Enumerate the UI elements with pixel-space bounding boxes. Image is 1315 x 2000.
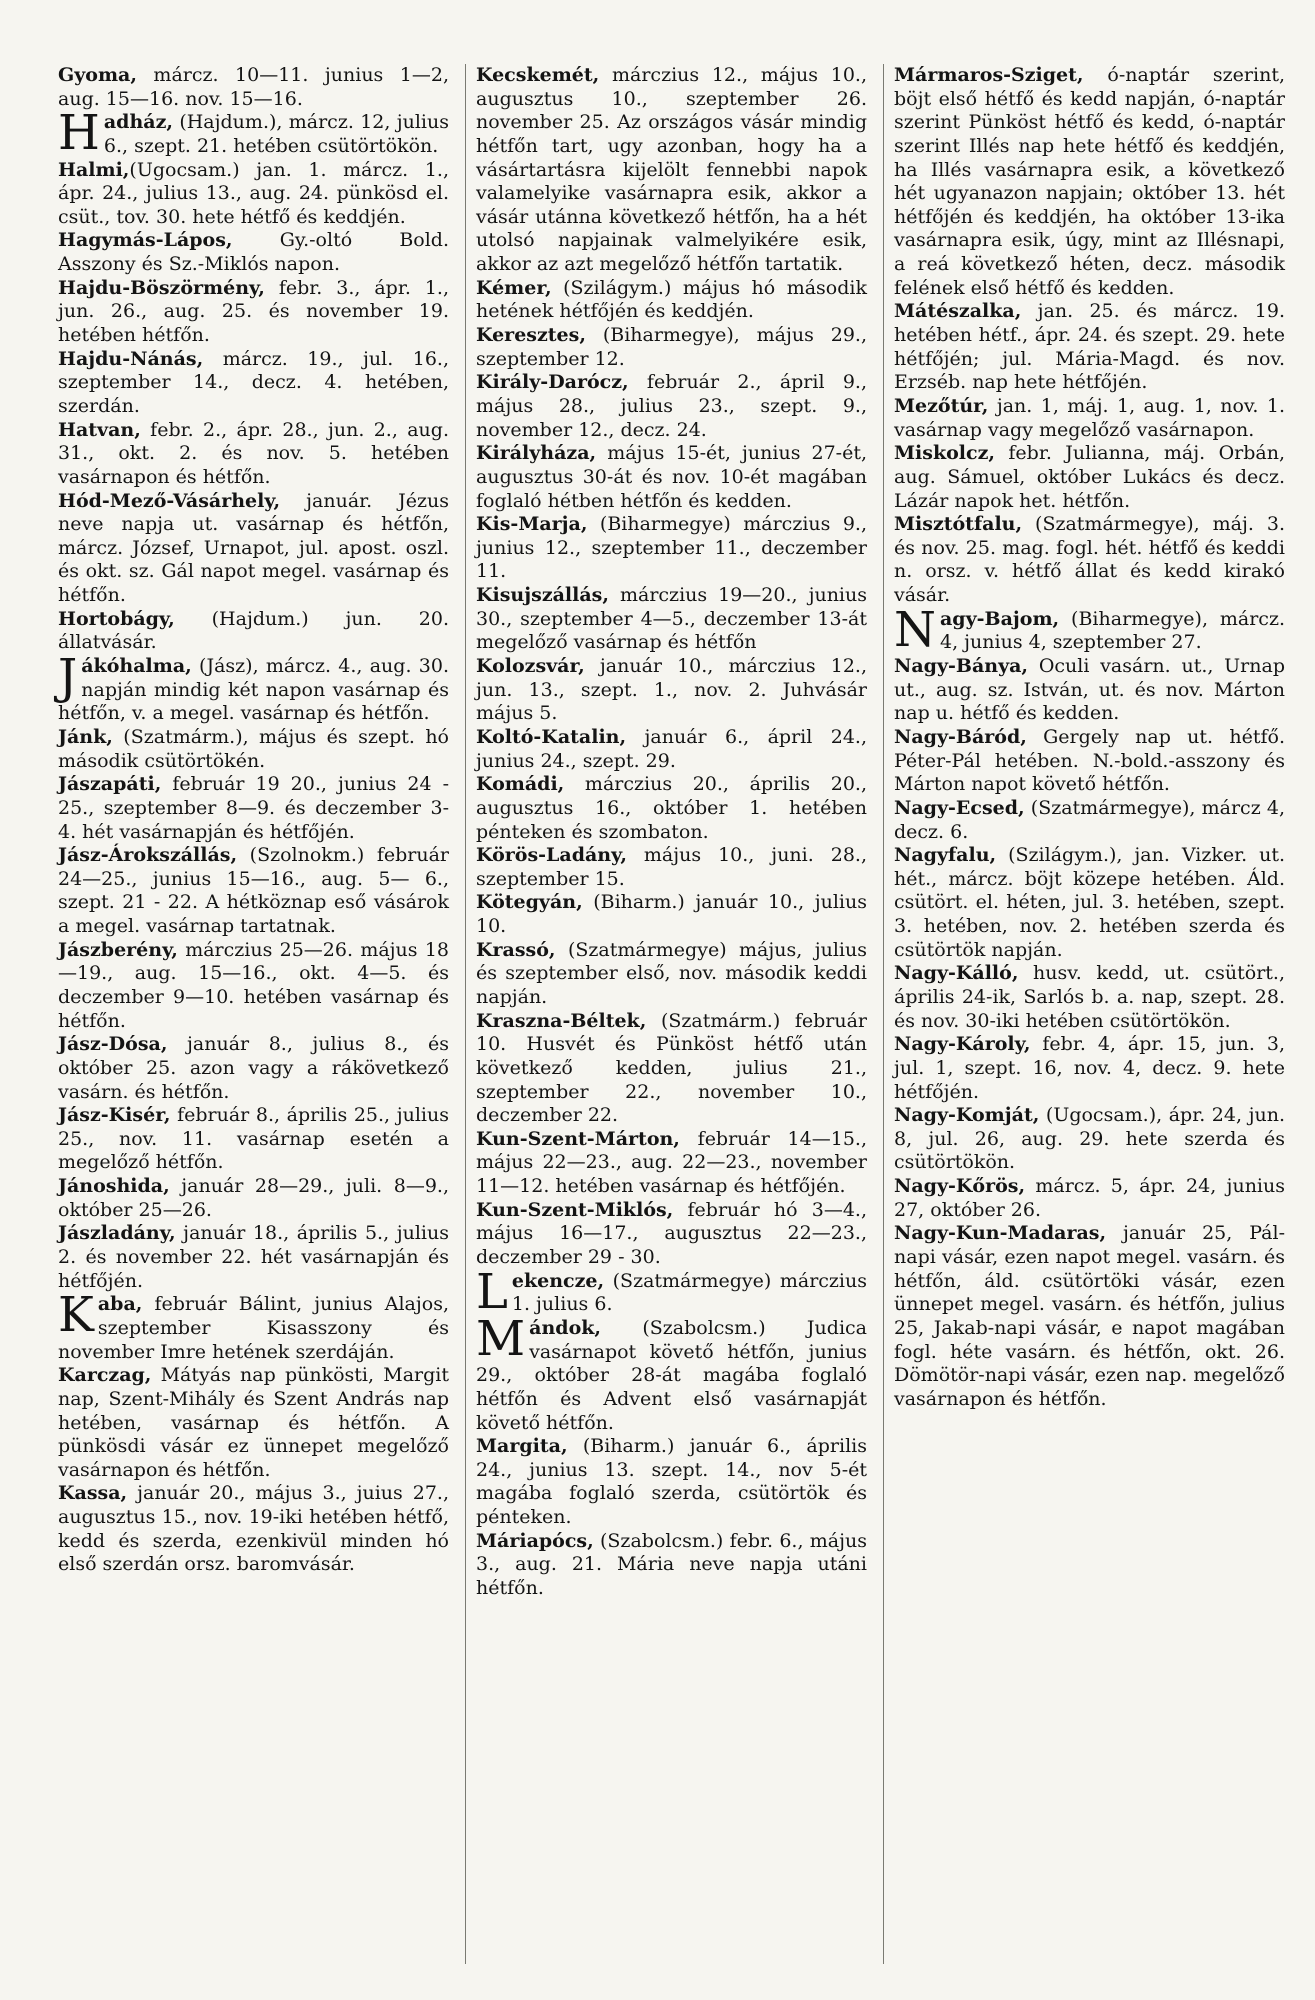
place-name: Jász-Árokszállás, [58, 844, 238, 867]
fair-dates: január 6., ápril 24., junius 24., szept. 29. [476, 725, 867, 772]
fair-dates: február 8., április 25., julius 25., nov. 11. vasárnap esetén a megelőző hétfőn. [58, 1104, 449, 1174]
fair-entry [476, 584, 867, 655]
fair-dates: (Jász), márcz. 4., aug. 30. napján mindig két napon vasárnap és hétfőn, v. a megel. vasárnap és hétfőn. [58, 655, 449, 725]
place-name: Jánoshida, [58, 1175, 170, 1198]
fair-entry [58, 844, 449, 939]
place-name: Hagymás-Lápos, [58, 229, 233, 252]
fair-dates: február 14—15., május 22—23., aug. 22—23., november 11—12. hetében vasárnap és hétfőjén. [476, 1127, 867, 1198]
place-name: ekencze, [511, 1269, 605, 1292]
fair-dates: febr. 2., ápr. 28., jun. 2., aug. 31., okt. 2. és nov. 5. hetében vasárnapon és hétfőn. [58, 418, 449, 488]
fair-dates: ó-naptár szerint, böjt első hétfő és kedd napján, ó-naptár szerint Pünköst hétfő és kedd, ó-naptár szerint Illés nap hete hétfő és keddjén, ha Illés vasárnapra esik, a következő hét ugyanazon napjain; október 13. hét hétfőjén és keddjén, ha október 13-ika vasárnapra esik, úgy, mint az Illésnapi, a reá következő héten, decz. második felének első hétfő és kedden. [894, 64, 1285, 299]
drop-cap: L [476, 1263, 508, 1320]
place-name: Karczag, [58, 1364, 152, 1387]
place-name: Nagy-Kőrös, [894, 1175, 1026, 1198]
fair-entry [894, 1104, 1285, 1175]
place-name: Nagy-Bánya, [894, 655, 1029, 678]
fair-dates: február 2., ápril 9., május 28., julius 23., szept. 9., november 12., decz. 24. [476, 371, 867, 441]
column-right [883, 64, 1295, 1964]
fair-entry [476, 442, 867, 513]
fair-dates: jan. 25. és márcz. 19. hetében hétf., ápr. 24. és szept. 29. hete hétfőjén; jul. Mária-Magd. és nov. Erzséb. nap hete hétfőjén. [894, 300, 1285, 394]
place-name: Kecskemét, [476, 64, 600, 86]
fair-dates: (Biharmegye), márcz. 4, junius 4, szeptember 27. [940, 607, 1285, 654]
fair-dates: január 20., május 3., juius 27., augusztus 15., nov. 19-iki hetében hétfő, kedd és szerda, ezenkivül minden hó első szerdán orsz. baromvásár. [58, 1482, 449, 1576]
place-name: Nagy-Károly, [894, 1033, 1031, 1056]
drop-cap: H [58, 105, 100, 162]
fair-entry [476, 844, 867, 891]
fair-dates: január 25, Pál-napi vásár, ezen napot megel. vasárn. és hétfőn, áld. csütörtöki vásár, ezen ünnepet megel. vasárn. és hétfőn, julius 25, Jakab-napi vásár, e napot magában fogl. héte vasárn. és hétfőn, okt. 26. Dömötör-napi vásár, ezen nap. megelőző vasárnapon és hétfőn. [894, 1222, 1285, 1410]
fair-entry [58, 105, 449, 162]
place-name: adház, [103, 111, 173, 134]
place-name: Kisujszállás, [476, 584, 609, 607]
drop-cap: J [58, 649, 78, 706]
place-name: Kolozsvár, [476, 655, 585, 678]
place-name: Királyháza, [476, 442, 597, 465]
place-name: Keresztes, [476, 324, 586, 347]
fair-dates: (Ugocsam.) jan. 1. márcz. 1., ápr. 24., julius 13., aug. 24. pünkösd el. csüt., tov. 30. hete hétfő és keddjén. [58, 158, 449, 228]
place-name: Kis-Marja, [476, 513, 588, 536]
fair-entry [476, 1010, 867, 1128]
fair-dates: (Szabolcsm.) febr. 6., május 3., aug. 21. Mária neve napja utáni hétfőn. [476, 1529, 867, 1599]
fair-entry [894, 1033, 1285, 1104]
place-name: Nagy-Kun-Madaras, [894, 1222, 1107, 1245]
fair-entry [476, 277, 867, 324]
fair-entry [58, 1033, 449, 1104]
place-name: Jászladány, [58, 1222, 176, 1245]
fair-entry [894, 64, 1285, 300]
fair-dates: (Szatmármegye), máj. 3. és nov. 25. mag. fogl. hét. hétfő és keddi n. orsz. v. hétfő állat és kedd kirakó vásár. [894, 513, 1285, 607]
place-name: Komádi, [476, 773, 565, 796]
place-name: Jászberény, [58, 938, 178, 961]
fair-entry [894, 442, 1285, 513]
fair-dates: január 10., márczius 12., jun. 13., szept. 1., nov. 2. Juhvásár május 5. [476, 655, 867, 725]
fair-entry [894, 513, 1285, 608]
place-name: ákóhalma, [81, 655, 192, 678]
place-name: Hajdu-Nánás, [58, 347, 204, 370]
place-name: Halmi, [58, 158, 130, 181]
place-name: Hortobágy, [58, 607, 175, 630]
fair-dates: márczius 19—20., junius 30., szeptember 4—5., deczember 13-át megelőző vasárnap és hétfőn [476, 584, 867, 654]
fair-entry [58, 1287, 449, 1364]
fair-entry [476, 64, 867, 277]
fair-dates: (Szatmármegye), márcz 4, decz. 6. [894, 796, 1285, 843]
place-name: Nagy-Ecsed, [894, 796, 1025, 819]
fair-entry [894, 601, 1285, 658]
place-name: Hajdu-Böszörmény, [58, 276, 265, 299]
place-name: Nagy-Komját, [894, 1104, 1040, 1127]
fair-entry [894, 844, 1285, 962]
place-name: ándok, [529, 1316, 602, 1339]
fair-dates: január 8., julius 8., és október 25. azon vagy a rákövetkező vasárn. és hétfőn. [58, 1033, 449, 1103]
fair-dates: (Szatmárm.) február 10. Husvét és Pünköst hétfő után következő kedden, julius 21., szeptember 22., november 10., deczember 22. [476, 1009, 867, 1127]
place-name: Király-Darócz, [476, 371, 629, 394]
fair-entry [894, 395, 1285, 442]
fair-dates: márczius 25—26. május 18—19., aug. 15—16., okt. 4—5. és deczember 9—10. hetében vasárnap és hétfőn. [58, 938, 449, 1032]
fair-dates: január 28—29., juli. 8—9., október 25—26. [58, 1175, 449, 1221]
place-name: Körös-Ladány, [476, 844, 627, 867]
fair-dates: január 18., április 5., julius 2. és november 22. hét vasárnapján és hétfőjén. [58, 1222, 449, 1292]
drop-cap: N [894, 601, 936, 658]
columns [48, 64, 1295, 1964]
fair-dates: Mátyás nap pünkösti, Margit nap, Szent-Mihály és Szent András nap hetében, vasárnap és hétfőn. A pünkösdi vásár ez ünnepet megelőző vasárnapon és hétfőn. [58, 1364, 449, 1481]
fair-dates: márczius 12., május 10., augusztus 10., szeptember 26. november 25. Az országos vásár mindig hétfőn tart, ugy azonban, hogy ha a vásártartásra kijelölt fennebbi napok valamelyike vasárnapra esik, akkor a vásár utánna következő hétfőn, ha a hét utolsó napjainak valmelyikére esik, akkor az azt megelőző hétfőn tartatik. [476, 64, 867, 276]
fair-entry [58, 649, 449, 726]
fair-entry [894, 797, 1285, 844]
fair-entry [58, 277, 449, 348]
fair-dates: február hó 3—4., május 16—17., augusztus 22—23., deczember 29 - 30. [476, 1198, 867, 1269]
fair-dates: február 19 20., junius 24 - 25., szeptember 8—9. és deczember 3-4. hét vasárnapján és hétfőjén. [58, 773, 449, 843]
place-name: Gyoma, [58, 64, 137, 86]
fair-dates: (Ugocsam.), ápr. 24, jun. 8, jul. 26, aug. 29. hete szerda és csütörtökön. [894, 1104, 1285, 1174]
place-name: Margita, [476, 1435, 568, 1458]
fair-dates: (Biharm.) január 6., április 24., junius 13. szept. 14., nov 5-ét magába foglaló szerda, csütörtök és pénteken. [476, 1435, 867, 1529]
fair-dates: (Hajdum.) jun. 20. állatvásár. [58, 607, 449, 654]
fair-entry [58, 939, 449, 1034]
place-name: Jász-Kisér, [58, 1104, 171, 1127]
fair-dates: (Szolnokm.) február 24—25., junius 15—16., aug. 5— 6., szept. 21 - 22. A hétköznap eső vásárok a megel. vasárnap tartatnak. [58, 844, 449, 938]
place-name: agy-Bajom, [940, 607, 1060, 630]
fair-dates: május 10., juni. 28., szeptember 15. [476, 844, 867, 890]
fair-entry [58, 773, 449, 844]
column-left [48, 64, 459, 1964]
fair-dates: (Szabolcsm.) Judica vasárnapot követő hétfőn, junius 29., október 28-át magába foglaló hétfőn és Advent első vasárnapját követő hétfőn. [476, 1316, 867, 1434]
fair-dates: január. Jézus neve napja ut. vasárnap és hétfőn, márcz. József, Urnapot, jul. apost. oszl. és okt. sz. Gál napot megel. vasárnap és hétfőn. [58, 489, 449, 607]
fair-dates: (Szatmármegye) május, julius és szeptember első, nov. második keddi napján. [476, 938, 867, 1008]
place-name: aba, [97, 1293, 143, 1316]
place-name: Máriapócs, [476, 1529, 594, 1552]
fair-dates: (Szatmármegye) márczius 1. julius 6. [511, 1269, 867, 1316]
fair-entry [476, 1128, 867, 1199]
fair-entry [58, 419, 449, 490]
fair-dates: Oculi vasárn. ut., Urnap ut., aug. sz. István, ut. és nov. Márton nap u. hétfő és kedden. [894, 655, 1285, 725]
place-name: Kémer, [476, 276, 552, 299]
fair-entry [476, 1310, 867, 1435]
fair-entry [476, 1263, 867, 1320]
drop-cap: K [58, 1287, 94, 1344]
place-name: Hód-Mező-Vásárhely, [58, 489, 281, 512]
fair-entry [58, 229, 449, 276]
fair-entry [476, 1435, 867, 1530]
fair-entry [476, 513, 867, 584]
fair-entry [894, 655, 1285, 726]
fair-dates: Gergely nap ut. hétfő. Péter-Pál hetében. N.-bold.-asszony és Márton napot követő hétfőn. [894, 725, 1285, 796]
fair-entry [58, 1482, 449, 1577]
place-name: Koltó-Katalin, [476, 725, 627, 748]
fair-dates: (Biharmegye) márczius 9., junius 12., szeptember 11., deczember 11. [476, 513, 867, 583]
fair-entry [58, 608, 449, 655]
place-name: Krassó, [476, 938, 556, 961]
fair-entry [58, 1104, 449, 1175]
fair-entry [58, 64, 449, 111]
place-name: Kun-Szent-Miklós, [476, 1198, 674, 1221]
place-name: Hatvan, [58, 418, 141, 441]
fair-entry [476, 324, 867, 371]
fair-entry [476, 891, 867, 938]
fair-entry [58, 348, 449, 419]
fair-entry [894, 1222, 1285, 1411]
fair-entry [894, 1175, 1285, 1222]
fair-dates: márcz. 19., jul. 16., szeptember 14., decz. 4. hetében, szerdán. [58, 347, 449, 417]
place-name: Kassa, [58, 1482, 128, 1505]
fair-dates: Gy.-oltó Bold. Asszony és Sz.-Miklós napon. [58, 229, 449, 276]
fair-dates: (Szatmárm.), május és szept. hó második csütörtökén. [58, 725, 449, 772]
place-name: Misztótfalu, [894, 513, 1023, 536]
place-name: Kun-Szent-Márton, [476, 1127, 680, 1150]
fair-dates: (Szilágym.), jan. Vizker. ut. hét., márcz. böjt közepe hetében. Áld. csütört. el. héten, jul. 3. hetében, szept. 3. hetében, nov. 2. hetében szerda és csütörtök napján. [894, 844, 1285, 961]
fair-dates: (Biharmegye), május 29., szeptember 12. [476, 324, 867, 370]
drop-cap: M [476, 1310, 526, 1367]
fair-entry [58, 1175, 449, 1222]
place-name: Mátészalka, [894, 300, 1022, 323]
place-name: Jász-Dósa, [58, 1033, 168, 1056]
fair-dates: febr. 3., ápr. 1., jun. 26., aug. 25. és november 19. hetében hétfőn. [58, 276, 449, 347]
fair-dates: márcz. 5, ápr. 24, junius 27, október 26. [894, 1175, 1285, 1221]
fair-dates: febr. Julianna, máj. Orbán, aug. Sámuel, október Lukács és decz. Lázár napok het. hétfőn. [894, 442, 1285, 512]
fair-entry [476, 371, 867, 442]
place-name: Nagyfalu, [894, 844, 997, 867]
fair-entry [476, 1199, 867, 1270]
place-name: Nagy-Báród, [894, 725, 1027, 748]
place-name: Kraszna-Béltek, [476, 1009, 647, 1032]
fair-entry [894, 726, 1285, 797]
fair-dates: febr. 4, ápr. 15, jun. 3, jul. 1, szept. 16, nov. 4, decz. 9. hete hétfőjén. [894, 1033, 1285, 1103]
fair-dates: márczius 20., április 20., augusztus 16., október 1. hetében pénteken és szombaton. [476, 773, 867, 843]
fair-entry [58, 490, 449, 608]
place-name: Mezőtúr, [894, 394, 989, 417]
place-name: Kötegyán, [476, 891, 583, 914]
fair-dates: (Biharm.) január 10., julius 10. [476, 891, 867, 938]
place-name: Jászapáti, [58, 773, 162, 796]
fair-entry [476, 655, 867, 726]
fair-dates: husv. kedd, ut. csütört., április 24-ik, Sarlós b. a. nap, szept. 28. és nov. 30-iki hetében csütörtökön. [894, 962, 1285, 1032]
fair-entry [476, 1530, 867, 1601]
place-name: Jánk, [58, 725, 113, 748]
place-name: Miskolcz, [894, 442, 995, 465]
fair-dates: márcz. 10—11. junius 1—2, aug. 15—16. nov. 15—16. [58, 64, 449, 110]
fair-dates: jan. 1, máj. 1, aug. 1, nov. 1. vasárnap vagy megelőző vasárnapon. [894, 394, 1285, 441]
place-name: Mármaros-Sziget, [894, 64, 1084, 86]
fair-entry [894, 300, 1285, 395]
fair-entry [476, 773, 867, 844]
place-name: Nagy-Kálló, [894, 962, 1019, 985]
fair-dates: május 15-ét, junius 27-ét, augusztus 30-át és nov. 10-ét magában foglaló hétben hétfőn és kedden. [476, 442, 867, 512]
fair-entry [894, 962, 1285, 1033]
fair-dates: (Hajdum.), márcz. 12, julius 6., szept. 21. hetében csütörtökön. [103, 111, 449, 157]
fair-entry [476, 939, 867, 1010]
fair-entry [58, 159, 449, 230]
fair-entry [58, 726, 449, 773]
fair-entry [58, 1364, 449, 1482]
fair-dates: (Szilágym.) május hó második hetének hétfőjén és keddjén. [476, 276, 867, 323]
fair-dates: február Bálint, junius Alajos, szeptember Kisasszony és november Imre hetének szerdáján. [58, 1293, 449, 1363]
fair-entry [58, 1222, 449, 1293]
fair-entry [476, 726, 867, 773]
column-middle [465, 64, 877, 1964]
